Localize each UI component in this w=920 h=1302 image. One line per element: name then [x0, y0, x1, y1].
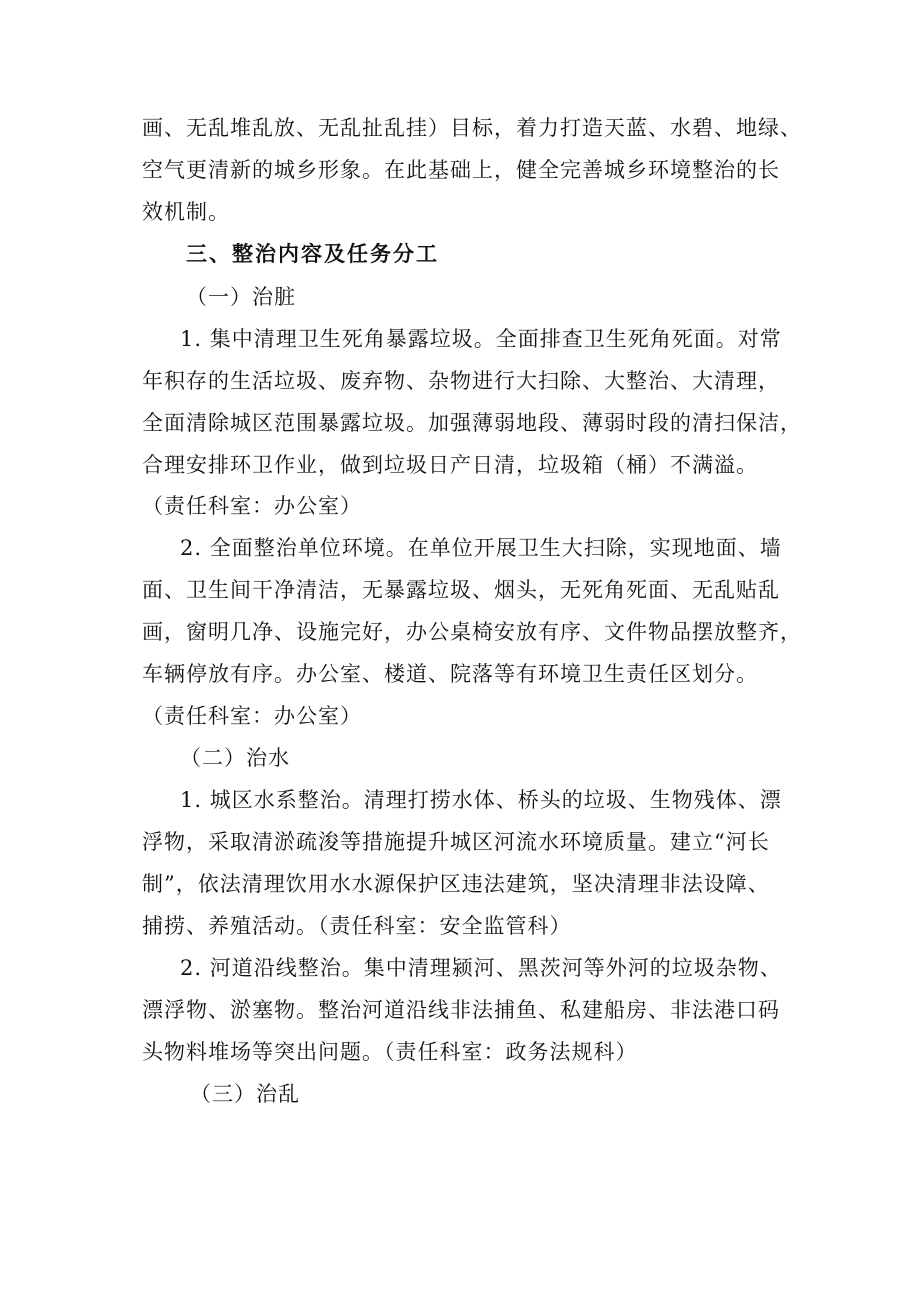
paragraph-line: 头物料堆场等突出问题。（责任科室：政务法规科） — [142, 1040, 638, 1064]
paragraph-line: 制”，依法清理饮用水水源保护区违法建筑，坚决清理非法设障、 — [142, 872, 770, 896]
paragraph-line: 画，窗明几净、设施完好，办公桌椅安放有序、文件物品摆放整齐， — [142, 620, 802, 644]
paragraph-line: 浮物，采取清淤疏浚等措施提升城区河流水环境质量。建立“河长 — [142, 830, 770, 854]
paragraph-line: 合理安排环卫作业，做到垃圾日产日清，垃圾箱（桶）不满溢。 — [142, 453, 758, 477]
paragraph-line: 1. 城区水系整治。清理打捞水体、桥头的垃圾、生物残体、漂 — [180, 788, 782, 812]
paragraph-line: 2. 河道沿线整治。集中清理颍河、黑茨河等外河的垃圾杂物、 — [180, 956, 782, 980]
subsection-heading: （三）治乱 — [190, 1082, 300, 1106]
paragraph-line: 2. 全面整治单位环境。在单位开展卫生大扫除，实现地面、墙 — [180, 536, 782, 560]
paragraph-line: 捕捞、养殖活动。（责任科室：安全监管科） — [142, 914, 572, 938]
paragraph-line: 车辆停放有序。办公室、楼道、院落等有环境卫生责任区划分。 — [142, 662, 758, 686]
responsibility-note: （责任科室：办公室） — [142, 704, 362, 728]
paragraph-line: 全面清除城区范围暴露垃圾。加强薄弱地段、薄弱时段的清扫保洁， — [142, 411, 802, 435]
paragraph-line: 1. 集中清理卫生死角暴露垃圾。全面排查卫生死角死面。对常 — [180, 327, 782, 351]
paragraph-line: 漂浮物、淤塞物。整治河道沿线非法捕鱼、私建船房、非法港口码 — [142, 998, 780, 1022]
responsibility-note: （责任科室：办公室） — [142, 494, 362, 518]
paragraph-line: 年积存的生活垃圾、废弃物、杂物进行大扫除、大整治、大清理， — [142, 369, 780, 393]
subsection-heading: （二）治水 — [180, 746, 290, 770]
paragraph-line: 画、无乱堆乱放、无乱扯乱挂）目标，着力打造天蓝、水碧、地绿、 — [142, 116, 802, 140]
subsection-heading: （一）治脏 — [186, 285, 296, 309]
paragraph-line: 效机制。 — [142, 200, 230, 224]
paragraph-line: 面、卫生间干净清洁，无暴露垃圾、烟头，无死角死面、无乱贴乱 — [142, 578, 780, 602]
paragraph-line: 空气更清新的城乡形象。在此基础上，健全完善城乡环境整治的长 — [142, 158, 780, 182]
section-heading: 三、整治内容及任务分工 — [186, 241, 439, 266]
